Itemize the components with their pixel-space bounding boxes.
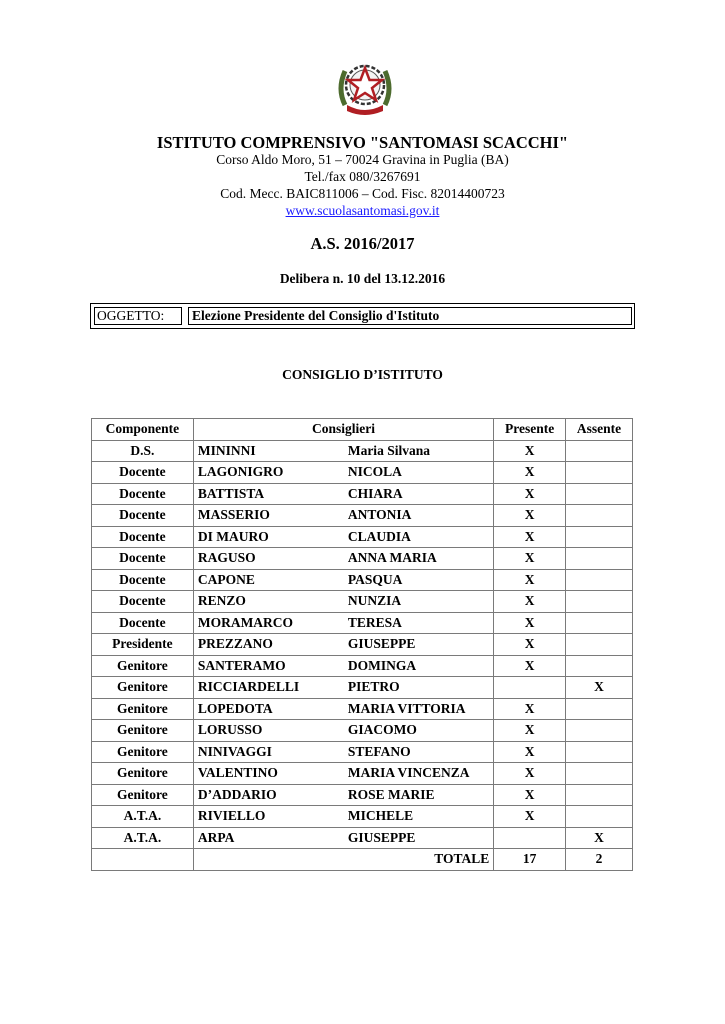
nome-text: STEFANO: [347, 743, 411, 759]
nome-text: TERESA: [347, 614, 402, 630]
table-row: [92, 548, 633, 570]
nome-text: ANNA MARIA: [347, 550, 437, 566]
nome-text: PASQUA: [347, 571, 403, 587]
componente-cell: Docente: [92, 462, 194, 484]
nome-text: Maria Silvana: [347, 442, 430, 458]
assente-cell: [566, 483, 633, 505]
consigliere-cell: [193, 612, 493, 634]
nome-text: MARIA VITTORIA: [347, 700, 466, 716]
table-row: [92, 612, 633, 634]
header-assente: Assente: [566, 419, 633, 441]
consigliere-cell: [193, 548, 493, 570]
assente-cell: [566, 591, 633, 613]
nome-text: NUNZIA: [347, 593, 402, 609]
cognome-text: RICCIARDELLI: [197, 679, 300, 695]
table-row: [92, 505, 633, 527]
nome-text: CLAUDIA: [347, 528, 411, 544]
table-row: [92, 677, 633, 699]
componente-cell: Docente: [92, 612, 194, 634]
nome-text: DOMINGA: [347, 657, 417, 673]
assente-cell: [566, 526, 633, 548]
school-codes: Cod. Mecc. BAIC811006 – Cod. Fisc. 82014400723: [220, 186, 505, 201]
cognome-text: ARPA: [197, 829, 235, 845]
presente-cell: X: [494, 741, 566, 763]
cognome-text: LAGONIGRO: [197, 464, 284, 480]
componente-cell: Genitore: [92, 763, 194, 785]
consigliere-cell: [193, 440, 493, 462]
assente-cell: [566, 505, 633, 527]
table-row: [92, 741, 633, 763]
consigliere-cell: [193, 741, 493, 763]
totals-presente: 17: [494, 849, 566, 871]
consigliere-cell: [193, 677, 493, 699]
presente-cell: X: [494, 548, 566, 570]
componente-cell: D.S.: [92, 440, 194, 462]
presente-cell: X: [494, 569, 566, 591]
componente-cell: Docente: [92, 483, 194, 505]
componente-cell: A.T.A.: [92, 827, 194, 849]
consigliere-cell: [193, 698, 493, 720]
presente-cell: X: [494, 720, 566, 742]
componente-cell: Genitore: [92, 655, 194, 677]
table-row: [92, 827, 633, 849]
assente-cell: X: [566, 827, 633, 849]
nome-text: MICHELE: [347, 808, 414, 824]
assente-cell: [566, 784, 633, 806]
website-link[interactable]: www.scuolasantomasi.gov.it: [285, 203, 440, 218]
section-title: CONSIGLIO D’ISTITUTO: [282, 367, 443, 382]
presente-cell: X: [494, 763, 566, 785]
assente-cell: [566, 462, 633, 484]
school-address: Corso Aldo Moro, 51 – 70024 Gravina in Puglia (BA): [216, 152, 509, 167]
table-row: [92, 526, 633, 548]
republic-emblem-icon: [335, 55, 395, 117]
presente-cell: X: [494, 784, 566, 806]
componente-cell: Genitore: [92, 741, 194, 763]
cognome-text: SANTERAMO: [197, 657, 286, 673]
cognome-text: BATTISTA: [197, 485, 265, 501]
cognome-text: MASSERIO: [197, 507, 270, 523]
consigliere-cell: [193, 634, 493, 656]
assente-cell: [566, 655, 633, 677]
consigliere-cell: [193, 526, 493, 548]
cognome-text: VALENTINO: [197, 765, 278, 781]
presente-cell: X: [494, 655, 566, 677]
table-row: [92, 763, 633, 785]
header-componente: Componente: [92, 419, 194, 441]
assente-cell: [566, 548, 633, 570]
nome-text: ANTONIA: [347, 507, 412, 523]
consigliere-cell: [193, 591, 493, 613]
cognome-text: MORAMARCO: [197, 614, 294, 630]
assente-cell: [566, 569, 633, 591]
consigliere-cell: [193, 483, 493, 505]
assente-cell: X: [566, 677, 633, 699]
componente-cell: Docente: [92, 569, 194, 591]
consigliere-cell: [193, 505, 493, 527]
nome-text: MARIA VINCENZA: [347, 765, 470, 781]
nome-text: GIACOMO: [347, 722, 417, 738]
table-row: [92, 698, 633, 720]
table-header-row: [92, 419, 633, 441]
assente-cell: [566, 612, 633, 634]
presente-cell: X: [494, 591, 566, 613]
assente-cell: [566, 440, 633, 462]
cognome-text: RAGUSO: [197, 550, 256, 566]
cognome-text: PREZZANO: [197, 636, 273, 652]
table-row: [92, 462, 633, 484]
nome-text: NICOLA: [347, 464, 402, 480]
nome-text: GIUSEPPE: [347, 636, 416, 652]
nome-text: CHIARA: [347, 485, 403, 501]
school-year: A.S. 2016/2017: [310, 234, 415, 253]
componente-cell: Genitore: [92, 720, 194, 742]
assente-cell: [566, 720, 633, 742]
cognome-text: CAPONE: [197, 571, 255, 587]
assente-cell: [566, 634, 633, 656]
componente-cell: Docente: [92, 591, 194, 613]
table-row: [92, 784, 633, 806]
componente-cell: Docente: [92, 505, 194, 527]
header-presente: Presente: [494, 419, 566, 441]
presente-cell: X: [494, 806, 566, 828]
website-line: [0, 202, 725, 219]
oggetto-label: OGGETTO:: [94, 307, 182, 325]
consigliere-cell: [193, 569, 493, 591]
componente-cell: Presidente: [92, 634, 194, 656]
presente-cell: X: [494, 634, 566, 656]
presente-cell: [494, 677, 566, 699]
presente-cell: X: [494, 505, 566, 527]
cognome-text: D’ADDARIO: [197, 786, 277, 802]
consigliere-cell: [193, 655, 493, 677]
cognome-text: RIVIELLO: [197, 808, 266, 824]
nome-text: ROSE MARIE: [347, 786, 435, 802]
componente-cell: A.T.A.: [92, 806, 194, 828]
cognome-text: LORUSSO: [197, 722, 263, 738]
cognome-text: MININNI: [197, 442, 256, 458]
consigliere-cell: [193, 763, 493, 785]
presente-cell: [494, 827, 566, 849]
table-row: [92, 806, 633, 828]
school-phone: Tel./fax 080/3267691: [304, 169, 421, 184]
members-table: [91, 418, 633, 871]
school-name: ISTITUTO COMPRENSIVO "SANTOMASI SCACCHI": [156, 133, 569, 152]
cognome-text: RENZO: [197, 593, 246, 609]
totals-label: TOTALE: [193, 849, 493, 871]
totals-row: [92, 849, 633, 871]
oggetto-value: Elezione Presidente del Consiglio d'Istituto: [188, 307, 632, 325]
cognome-text: LOPEDOTA: [197, 700, 273, 716]
table-row: [92, 483, 633, 505]
consigliere-cell: [193, 720, 493, 742]
consigliere-cell: [193, 784, 493, 806]
presente-cell: X: [494, 526, 566, 548]
assente-cell: [566, 741, 633, 763]
assente-cell: [566, 806, 633, 828]
oggetto-box: [90, 303, 635, 329]
componente-cell: Genitore: [92, 677, 194, 699]
nome-text: PIETRO: [347, 679, 400, 695]
presente-cell: X: [494, 483, 566, 505]
cognome-text: DI MAURO: [197, 528, 269, 544]
nome-text: GIUSEPPE: [347, 829, 416, 845]
cognome-text: NINIVAGGI: [197, 743, 272, 759]
totals-empty-cell: [92, 849, 194, 871]
consigliere-cell: [193, 806, 493, 828]
table-row: [92, 720, 633, 742]
totals-assente: 2: [566, 849, 633, 871]
assente-cell: [566, 763, 633, 785]
table-row: [92, 634, 633, 656]
componente-cell: Genitore: [92, 698, 194, 720]
table-row: [92, 655, 633, 677]
presente-cell: X: [494, 698, 566, 720]
header-consiglieri: Consiglieri: [193, 419, 493, 441]
presente-cell: X: [494, 440, 566, 462]
componente-cell: Genitore: [92, 784, 194, 806]
presente-cell: X: [494, 612, 566, 634]
table-row: [92, 591, 633, 613]
consigliere-cell: [193, 827, 493, 849]
assente-cell: [566, 698, 633, 720]
componente-cell: Docente: [92, 548, 194, 570]
table-row: [92, 440, 633, 462]
presente-cell: X: [494, 462, 566, 484]
table-row: [92, 569, 633, 591]
consigliere-cell: [193, 462, 493, 484]
componente-cell: Docente: [92, 526, 194, 548]
delibera-number: Delibera n. 10 del 13.12.2016: [279, 271, 446, 286]
